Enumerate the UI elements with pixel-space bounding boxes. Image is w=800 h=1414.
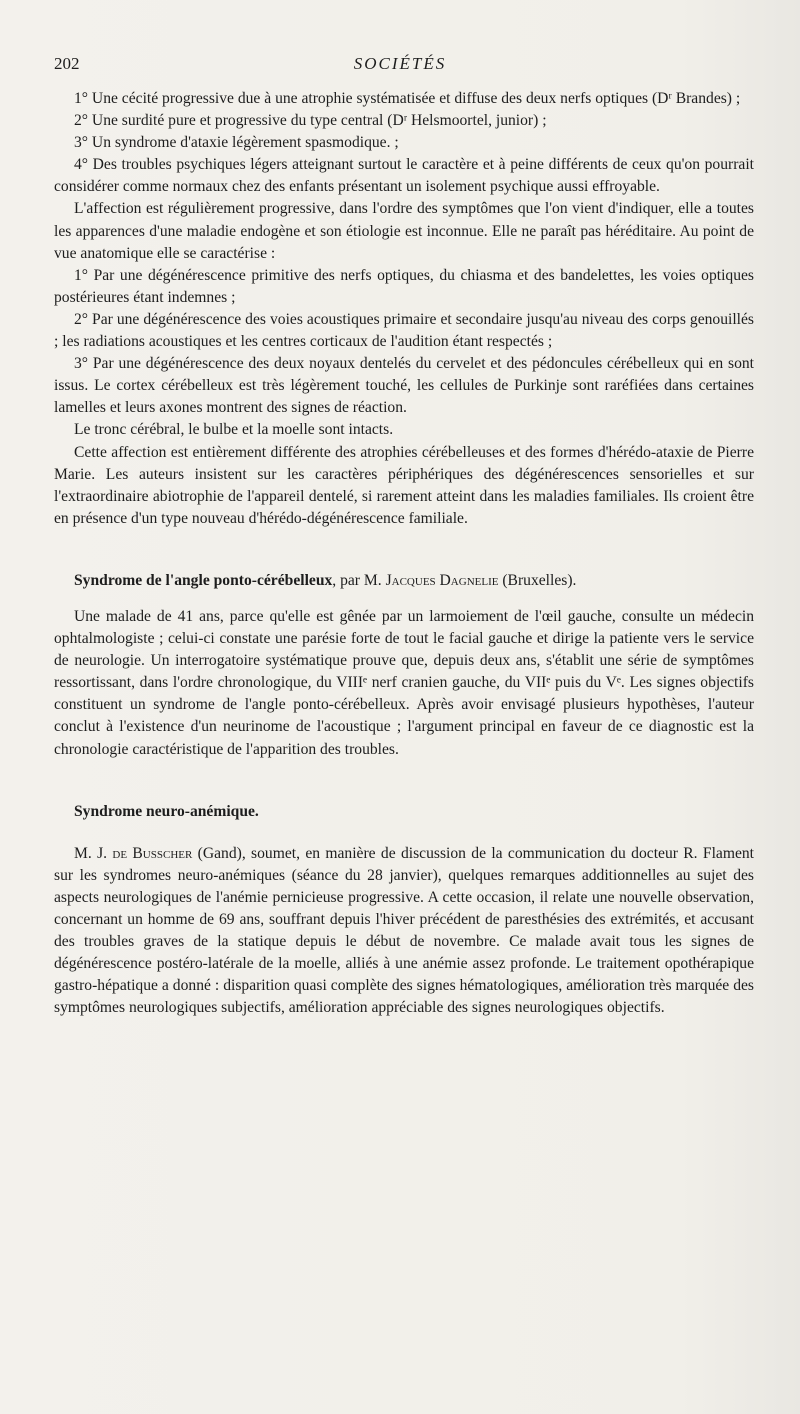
paragraph: L'affection est régulièrement progressive, dans l'ordre des symptômes que l'on vient d'indiquer, elle a toutes les apparences d'une maladie endogène et son étiologie est inconnue. Elle ne paraît pas héréditaire. Au point de vue anatomique elle se caractérise : [54,200,754,262]
paragraph: 1° Par une dégénérescence primitive des nerfs optiques, du chiasma et des bandelettes, les voies optiques postérieures étant indemnes ; [54,266,754,306]
paragraph: 2° Par une dégénérescence des voies acoustiques primaire et secondaire jusqu'au niveau des corps genouillés ; les radiations acoustiques et les centres corticaux de l'audition étant respectés ; [54,310,754,351]
section-title: Syndrome neuro-anémique. [74,802,259,820]
running-title: SOCIÉTÉS [353,54,447,73]
section-author: Jacques Dagnelie [385,571,499,589]
paragraph: 3° Par une dégénérescence des deux noyaux dentelés du cervelet et des pédoncules cérébelleux qui en sont issus. Le cortex cérébelleux est très légèrement touché, les cellules de Purkinje sont raréfiées dans certaines lamelles et leurs axones montrent des signes de réaction. [54,355,754,417]
section-author-city: (Bruxelles). [498,571,577,589]
paragraph: Cette affection est entièrement différente des atrophies cérébelleuses et des formes d'hérédo-ataxie de Pierre Marie. Les auteurs insistent sur les caractères périphériques des dégénérescences sensorielles et sur l'extraordinaire abiotrophie de l'appareil dentelé, si rarement atteint dans les maladies familiales. Ils croient être en présence d'un type nouveau d'hérédo-dégénérescence familiale. [54,443,754,527]
paragraph: 1° Une cécité progressive due à une atrophie systématisée et diffuse des deux nerfs optiques (Dʳ Brandes) ; [74,90,741,107]
paragraph [54,843,754,1020]
paragraph-text: (Gand), soumet, en manière de discussion de la communication du docteur R. Flament sur les syndromes neuro-anémiques (séance du 28 janvier), quelques remarques additionnelles au sujet des aspects neurologiques de l'anémie pernicieuse progressive. A cette occasion, il relate une nouvelle observation, concernant un homme de 69 ans, souffrant depuis l'hiver précédent de paresthésies des extrémités, et accusant des troubles graves de la statique depuis le début de novembre. Ce malade avait tous les signes de dégénérescence postéro-latérale de la moelle, alliés à une anémie assez profonde. Le traitement opothérapique gastro-hépatique a donné : disparition quasi complète des signes hématologiques, amélioration très marquée des symptômes neurologiques subjectifs, amélioration appréciable des signes neurologiques objectifs. [54,844,754,1017]
paragraph: 3° Un syndrome d'ataxie légèrement spasmodique. ; [74,134,399,152]
page-number: 202 [54,54,80,73]
author-prefix: M. J. [74,844,113,862]
section-heading [54,570,754,592]
paragraph: 4° Des troubles psychiques légers atteignant surtout le caractère et à peine différents de ceux qu'on pourrait considérer comme normaux chez des enfants présentant un isolement psychique aussi effroyable. [54,156,754,196]
paragraph: Une malade de 41 ans, parce qu'elle est gênée par un larmoiement de l'œil gauche, consulte un médecin ophtalmologiste ; celui-ci constate une parésie forte de tout le facial gauche et dirige la patiente vers le service de neurologie. Un interrogatoire systématique prouve que, depuis deux ans, s'établit une série de symptômes ressortissant, dans l'ordre chronologique, du VIIIᵉ nerf cranien gauche, du VIIᵉ puis du Vᵉ. Les signes objectifs constituent un syndrome de l'angle ponto-cérébelleux. Après avoir envisagé plusieurs hypothèses, l'auteur conclut à l'existence d'un neurinome de l'acoustique ; l'argument principal en faveur de ce diagnostic est la chronologie caractéristique de l'apparition des troubles. [54,607,754,758]
section-title: Syndrome de l'angle ponto-cérébelleux [74,571,333,589]
section-by: , par M. [332,571,386,589]
paragraph: 2° Une surdité pure et progressive du type central (Dʳ Helsmoortel, junior) ; [74,112,547,130]
page-body [54,88,754,1019]
paragraph: Le tronc cérébral, le bulbe et la moelle sont intacts. [74,421,394,439]
section-author: de Busscher [112,844,193,862]
running-head [54,54,746,80]
